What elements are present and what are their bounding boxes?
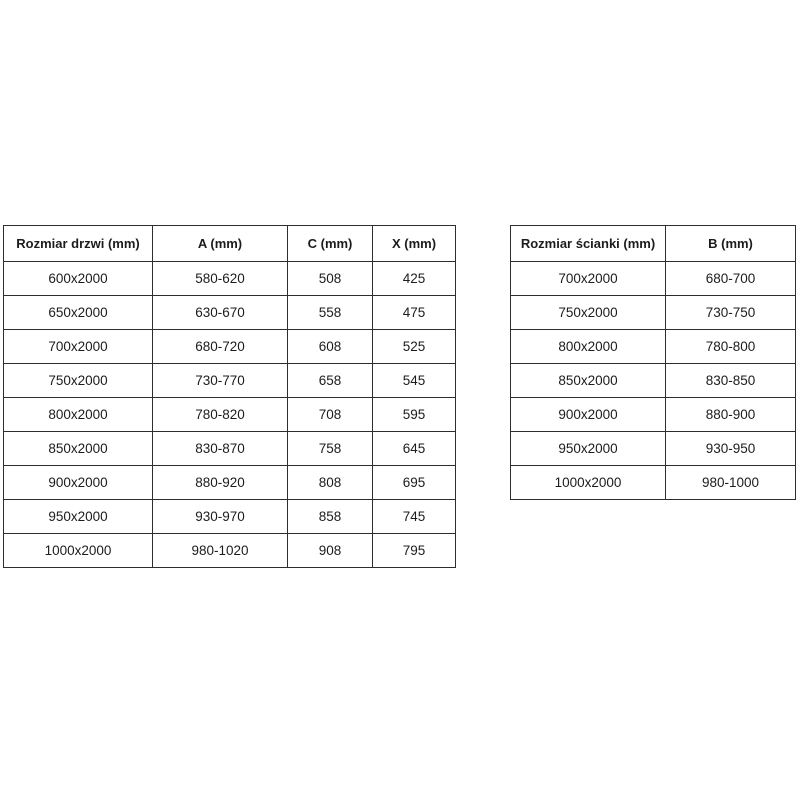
table-cell: 830-850 [666, 364, 796, 398]
door-table-header-a: A (mm) [153, 226, 288, 262]
table-cell: 595 [373, 398, 456, 432]
table-cell: 900x2000 [4, 466, 153, 500]
table-cell: 950x2000 [511, 432, 666, 466]
door-table-header-rozmiar-drzwi: Rozmiar drzwi (mm) [4, 226, 153, 262]
table-row [4, 262, 456, 296]
table-cell: 545 [373, 364, 456, 398]
door-table-header-row [4, 226, 456, 262]
table-row [511, 262, 796, 296]
table-row [4, 432, 456, 466]
table-cell: 475 [373, 296, 456, 330]
table-cell: 1000x2000 [511, 466, 666, 500]
wall-table-header-b: B (mm) [666, 226, 796, 262]
table-cell: 700x2000 [4, 330, 153, 364]
table-cell: 780-820 [153, 398, 288, 432]
table-cell: 700x2000 [511, 262, 666, 296]
table-cell: 525 [373, 330, 456, 364]
table-cell: 425 [373, 262, 456, 296]
wall-size-table [510, 225, 796, 500]
table-cell: 508 [288, 262, 373, 296]
table-cell: 750x2000 [4, 364, 153, 398]
door-size-table [3, 225, 456, 568]
table-cell: 730-770 [153, 364, 288, 398]
table-cell: 800x2000 [4, 398, 153, 432]
table-row [511, 432, 796, 466]
table-cell: 658 [288, 364, 373, 398]
table-cell: 745 [373, 500, 456, 534]
table-row [511, 330, 796, 364]
table-row [4, 296, 456, 330]
table-cell: 750x2000 [511, 296, 666, 330]
table-cell: 980-1000 [666, 466, 796, 500]
table-cell: 680-700 [666, 262, 796, 296]
table-row [511, 296, 796, 330]
table-cell: 830-870 [153, 432, 288, 466]
table-cell: 1000x2000 [4, 534, 153, 568]
door-table-header-x: X (mm) [373, 226, 456, 262]
table-cell: 950x2000 [4, 500, 153, 534]
table-cell: 730-750 [666, 296, 796, 330]
table-cell: 850x2000 [4, 432, 153, 466]
table-cell: 780-800 [666, 330, 796, 364]
table-cell: 630-670 [153, 296, 288, 330]
table-cell: 580-620 [153, 262, 288, 296]
table-cell: 980-1020 [153, 534, 288, 568]
table-row [4, 364, 456, 398]
table-row [511, 364, 796, 398]
table-row [4, 466, 456, 500]
table-cell: 600x2000 [4, 262, 153, 296]
table-cell: 858 [288, 500, 373, 534]
table-cell: 800x2000 [511, 330, 666, 364]
table-cell: 708 [288, 398, 373, 432]
table-cell: 650x2000 [4, 296, 153, 330]
table-row [4, 534, 456, 568]
table-row [4, 330, 456, 364]
table-cell: 880-920 [153, 466, 288, 500]
door-table-body [4, 262, 456, 568]
table-cell: 808 [288, 466, 373, 500]
table-cell: 558 [288, 296, 373, 330]
table-cell: 680-720 [153, 330, 288, 364]
wall-table-header-rozmiar-scianki: Rozmiar ścianki (mm) [511, 226, 666, 262]
table-cell: 900x2000 [511, 398, 666, 432]
table-cell: 850x2000 [511, 364, 666, 398]
table-cell: 645 [373, 432, 456, 466]
table-cell: 795 [373, 534, 456, 568]
table-cell: 608 [288, 330, 373, 364]
table-cell: 758 [288, 432, 373, 466]
table-row [4, 398, 456, 432]
door-table-header-c: C (mm) [288, 226, 373, 262]
table-cell: 880-900 [666, 398, 796, 432]
table-cell: 908 [288, 534, 373, 568]
table-cell: 695 [373, 466, 456, 500]
table-row [511, 466, 796, 500]
table-row [4, 500, 456, 534]
table-cell: 930-950 [666, 432, 796, 466]
wall-table-body [511, 262, 796, 500]
table-row [511, 398, 796, 432]
wall-table-header-row [511, 226, 796, 262]
table-cell: 930-970 [153, 500, 288, 534]
